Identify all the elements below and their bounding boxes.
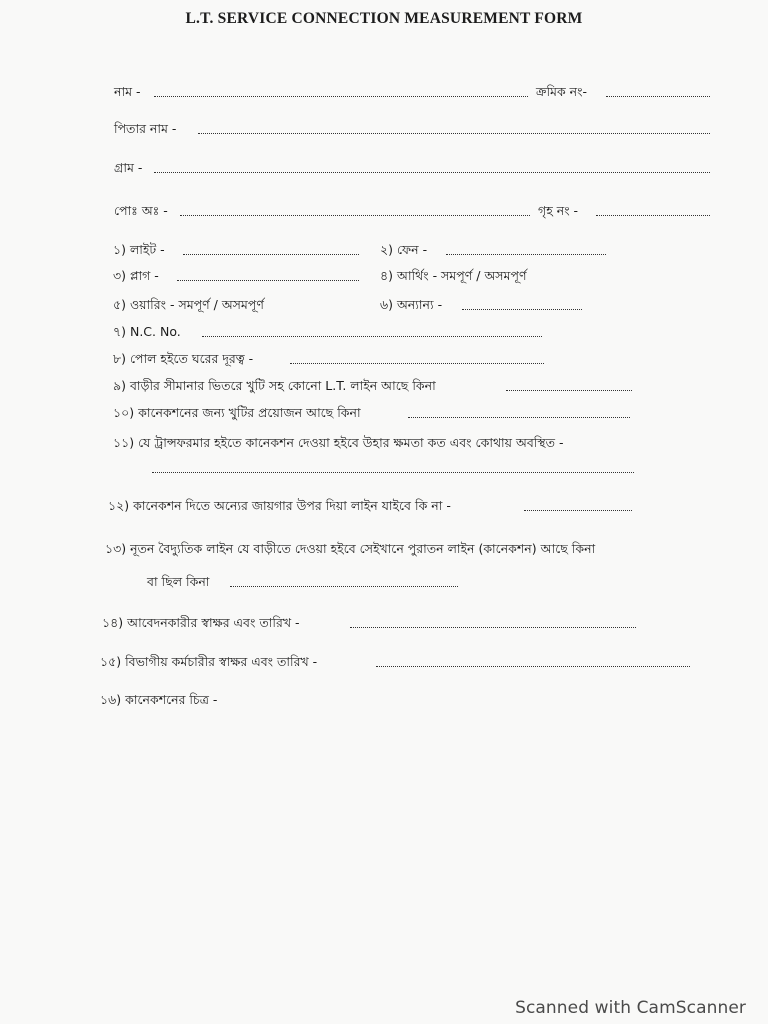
item-1-2-row (0, 238, 768, 260)
item-5-6-row (0, 293, 768, 315)
item-10-row (0, 401, 768, 423)
house-no-label: গৃহ নং - (538, 203, 579, 218)
other-land-label: ১২) কানেকশন দিতে অন্যের জায়গার উপর দিয়া লাইন যাইবে কি না - (108, 498, 451, 513)
transformer-label: ১১) যে ট্রান্সফরমার হইতে কানেকশন দেওয়া হইবে উহার ক্ষমতা কত এবং কোথায় অবস্থিত - (113, 435, 564, 450)
name-row (0, 80, 768, 102)
item-15-row (0, 650, 768, 672)
lt-line-inside-label: ৯) বাড়ীর সীমানার ভিতরে খুটি সহ কোনো L.T. লাইন আছে কিনা (113, 378, 436, 393)
pole-distance-label: ৮) পোল হইতে ঘরের দূরত্ব - (113, 351, 254, 366)
item-11-line-row (0, 456, 768, 478)
post-office-row (0, 199, 768, 221)
staff-signature-label: ১৫) বিভাগীয় কর্মচারীর স্বাক্ষর এবং তারিখ - (100, 654, 318, 669)
fan-field[interactable] (446, 254, 606, 255)
applicant-signature-label: ১৪) আবেদনকারীর স্বাক্ষর এবং তারিখ - (102, 615, 300, 630)
item-13-cont-row (0, 570, 768, 592)
post-office-field[interactable] (180, 215, 530, 216)
item-16-row (0, 688, 768, 710)
village-label: গ্রাম - (114, 160, 143, 175)
form-title: L.T. SERVICE CONNECTION MEASUREMENT FORM (185, 10, 583, 27)
nc-no-field[interactable] (202, 336, 542, 337)
item-11-row (0, 431, 768, 453)
item-7-row (0, 320, 768, 342)
earthing-label: ৪) আর্থিং - সমপূর্ণ / অসমপূর্ণ (380, 268, 527, 283)
father-name-label: পিতার নাম - (114, 121, 177, 136)
item-8-row (0, 347, 768, 369)
house-no-field[interactable] (596, 215, 710, 216)
father-name-row (0, 117, 768, 139)
lt-line-inside-field[interactable] (506, 390, 632, 391)
pole-distance-field[interactable] (290, 363, 544, 364)
item-12-row (0, 494, 768, 516)
fan-label: ২) ফেন - (380, 242, 428, 257)
item-14-row (0, 611, 768, 633)
old-line-label: ১৩) নূতন বৈদ্যুতিক লাইন যে বাড়ীতে দেওয়া হইবে সেইখানে পুরাতন লাইন (কানেকশন) আছে কিনা (105, 541, 596, 556)
serial-no-label: ক্রমিক নং- (536, 84, 588, 99)
pole-needed-field[interactable] (408, 417, 630, 418)
light-label: ১) লাইট - (113, 242, 165, 257)
old-line-field[interactable] (230, 586, 458, 587)
transformer-field[interactable] (152, 472, 634, 473)
serial-no-field[interactable] (606, 96, 710, 97)
others-field[interactable] (462, 309, 582, 310)
pole-needed-label: ১০) কানেকশনের জন্য খুটির প্রয়োজন আছে কিনা (113, 405, 361, 420)
item-3-4-row (0, 264, 768, 286)
wiring-label: ৫) ওয়ারিং - সমপূর্ণ / অসমপূর্ণ (113, 297, 264, 312)
light-field[interactable] (183, 254, 359, 255)
old-line-cont-label: বা ছিল কিনা (147, 574, 210, 589)
staff-signature-field[interactable] (376, 666, 690, 667)
item-9-row (0, 374, 768, 396)
scanner-watermark: Scanned with CamScanner (515, 998, 746, 1018)
name-label: নাম - (114, 84, 141, 99)
village-field[interactable] (154, 172, 710, 173)
post-office-label: পোঃ অঃ - (114, 203, 168, 218)
applicant-signature-field[interactable] (350, 627, 636, 628)
father-name-field[interactable] (198, 133, 710, 134)
nc-no-label: ৭) N.C. No. (113, 324, 181, 339)
connection-diagram-label: ১৬) কানেকশনের চিত্র - (100, 692, 218, 707)
others-label: ৬) অন্যান্য - (380, 297, 443, 312)
village-row (0, 156, 768, 178)
plug-field[interactable] (177, 280, 359, 281)
name-field[interactable] (154, 96, 528, 97)
plug-label: ৩) প্লাগ - (113, 268, 159, 283)
other-land-field[interactable] (524, 510, 632, 511)
item-13-row (0, 537, 768, 559)
